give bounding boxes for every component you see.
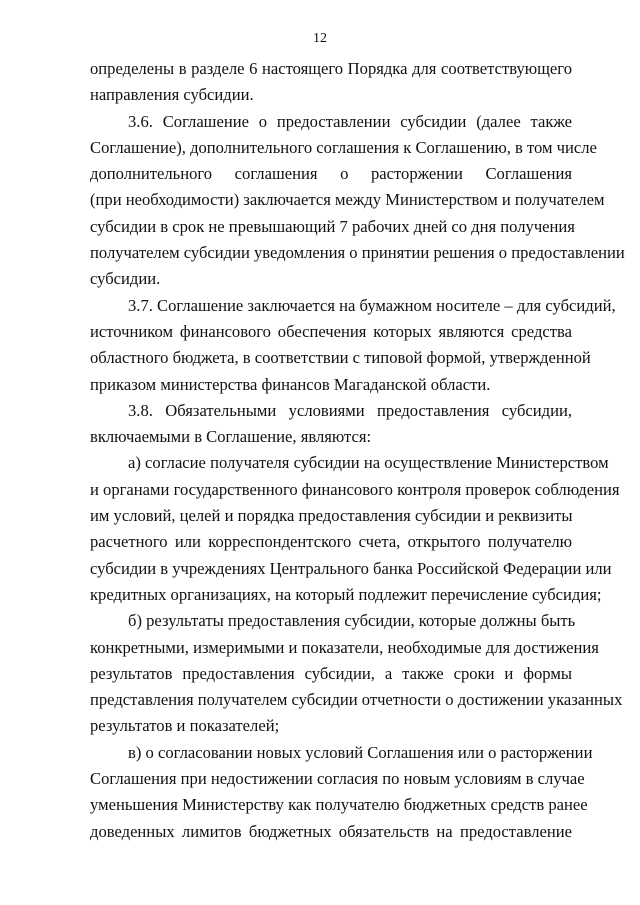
text-line: направления субсидии. (90, 85, 254, 105)
text-line: источником финансового обеспечения которых являются средства (90, 321, 572, 341)
text-line: получателем субсидии уведомления о принятии решения о предоставлении (90, 243, 625, 263)
text-line: 3.8. Обязательными условиями предоставления субсидии, (128, 400, 572, 420)
text-line: в) о согласовании новых условий Соглашения или о расторжении (128, 742, 593, 762)
text-line: конкретными, измеримыми и показатели, необходимые для достижения (90, 637, 599, 657)
text-line: представления получателем субсидии отчетности о достижении указанных (90, 690, 623, 710)
text-line: субсидии в учреждениях Центрального банка Российской Федерации или (90, 558, 612, 578)
text-line: (при необходимости) заключается между Министерством и получателем (90, 190, 605, 210)
text-line: включаемыми в Соглашение, являются: (90, 427, 372, 447)
text-line: а) согласие получателя субсидии на осуществление Министерством (128, 453, 609, 473)
text-line: субсидии в срок не превышающий 7 рабочих дней со дня получения (90, 216, 575, 236)
text-line: расчетного или корреспондентского счета, открытого получателю (90, 532, 572, 552)
text-line: кредитных организациях, на который подлежит перечисление субсидия; (90, 584, 602, 604)
text-line: 3.7. Соглашение заключается на бумажном носителе – для субсидий, (128, 295, 616, 315)
text-line: и органами государственного финансового контроля проверок соблюдения (90, 479, 620, 499)
text-line: областного бюджета, в соответствии с типовой формой, утвержденной (90, 348, 591, 368)
text-line: приказом министерства финансов Магаданской области. (90, 374, 491, 394)
text-line: доведенных лимитов бюджетных обязательств на предоставление (90, 821, 572, 841)
text-line: определены в разделе 6 настоящего Порядка для соответствующего (90, 59, 572, 78)
text-line: Соглашение), дополнительного соглашения к Соглашению, в том числе (90, 137, 597, 157)
text-line: дополнительного соглашения о расторжении Соглашения (90, 164, 572, 184)
text-line: Соглашения при недостижении согласия по новым условиям в случае (90, 769, 585, 789)
page-number: 12 (313, 31, 327, 46)
text-line: б) результаты предоставления субсидии, которые должны быть (128, 611, 576, 631)
text-line: уменьшения Министерству как получателю бюджетных средств ранее (90, 795, 588, 815)
text-line: субсидии. (90, 269, 161, 289)
text-line: им условий, целей и порядка предоставления субсидии и реквизиты (90, 506, 573, 526)
document-body (90, 56, 625, 845)
text-line: результатов предоставления субсидии, а также сроки и формы (90, 663, 572, 683)
text-line: 3.6. Соглашение о предоставлении субсидии (далее также (128, 111, 572, 131)
text-line: результатов и показателей; (90, 716, 280, 736)
